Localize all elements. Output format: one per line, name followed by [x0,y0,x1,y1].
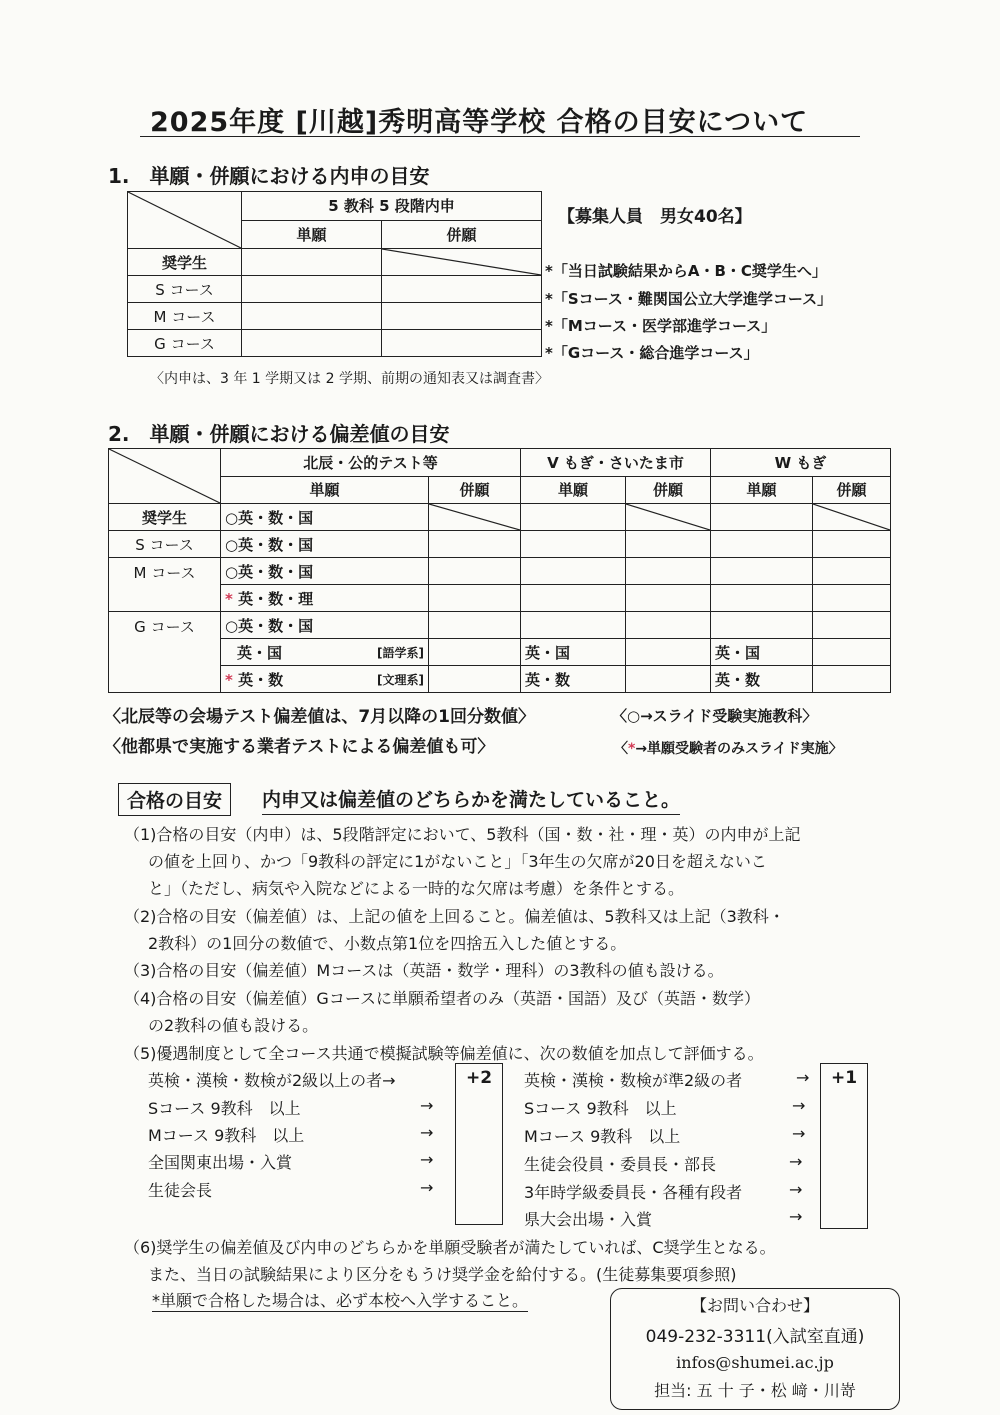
cell-empty [429,585,521,612]
star-mark: * [225,589,233,608]
warning-text: *単願で合格した場合は、必ず本校へ入学すること。 [152,1288,528,1312]
subject-text: 英・国 [237,643,283,662]
pass-item-line: （1)合格の目安（内申）は、5段階評定において、5教科（国・数・社・理・英）の内申が上記 [124,825,801,844]
subject-text: 英・数・国 [238,508,314,527]
pass-item-line: （5)優遇制度として全コース共通で模擬試験等偏差値に、次の数値を加点して評価する。 [124,1044,764,1063]
course-note: *「当日試験結果からA・B・C奨学生へ」 [545,262,827,280]
row-label: S コース [128,276,242,303]
naishin-note: 〈内申は、3 年 1 学期又は 2 学期、前期の通知表又は調査書〉 [150,371,549,387]
subject-cell: 英・数 [521,666,626,693]
star-mark: * [628,741,636,757]
cell-empty [242,249,382,276]
col-tangan: 単願 [521,476,626,504]
row-label: M コース [128,303,242,330]
cell-diagonal [382,249,542,276]
star-mark: * [225,670,233,689]
contact-box [610,1288,900,1410]
subject-cell [221,585,429,612]
row-label: S コース [109,531,221,558]
pass-item-line: と」（ただし、病気や入院などによる一時的な欠席は考慮）を条件とする。 [148,879,685,898]
cell-empty [626,531,711,558]
bonus-right-item: 3年時学級委員長・各種有段者 [524,1183,743,1202]
arrow: → [789,1180,803,1199]
row-label: G コース [128,330,242,357]
subject-cell: 英・国 [521,639,626,666]
cell-empty [382,276,542,303]
title-underline [140,136,860,137]
arrow: → [796,1068,810,1087]
arrow: → [792,1124,806,1143]
cell-diagonal [813,504,891,531]
page-title: 2025年度 [川越]秀明高等学校 合格の目安について [150,107,809,138]
subject-text: 英・数・国 [238,535,314,554]
cell-empty [242,276,382,303]
cell-empty [382,330,542,357]
group-wmogi: W もぎ [711,449,891,477]
cell-empty [813,531,891,558]
hensachi-note2b [614,738,843,758]
cell-empty [711,531,813,558]
row-label: M コース [109,558,221,612]
bonus-right-item: 生徒会役員・委員長・部長 [524,1155,717,1174]
naishin-header: 5 教科 5 段階内申 [242,192,542,221]
cell-empty [242,330,382,357]
subject-text: 英・数・国 [238,562,314,581]
bonus-right-item: 県大会出場・入賞 [524,1210,653,1229]
arrow: → [420,1096,434,1115]
cell-empty [429,639,521,666]
subject-text: 英・数 [238,670,284,689]
row-label: G コース [109,612,221,693]
bonus-right-item: Mコース 9教科 以上 [524,1127,681,1146]
section2-heading: 2. 単願・併願における偏差値の目安 [108,422,450,446]
bracket: 〈 [614,741,628,757]
row-label: 奨学生 [128,249,242,276]
cell-empty [813,585,891,612]
pass-item-line: （4)合格の目安（偏差値）Gコースに単願希望者のみ（英語・国語）及び（英語・数学） [124,989,761,1008]
cell-empty [711,612,813,639]
col-heigan: 併願 [429,476,521,504]
bonus-left-item: 生徒会長 [148,1181,213,1200]
col-tangan: 単願 [242,220,382,249]
course-note: *「Gコース・総合進学コース」 [545,344,759,362]
bonus-left-item: Mコース 9教科 以上 [148,1126,305,1145]
cell-empty [813,639,891,666]
section1-heading: 1. 単願・併願における内申の目安 [108,164,430,188]
bonus-left-item: Sコース 9教科 以上 [148,1099,301,1118]
hensachi-note1: 〈北辰等の会場テスト偏差値は、7月以降の1回分数値〉 [104,707,535,727]
bonus-left-item: 英検・漢検・数検が2級以上の者→ [148,1071,396,1090]
circle-mark: ○ [225,562,239,581]
cell-empty [626,585,711,612]
subject-cell [221,612,429,639]
circle-mark: ○ [225,616,239,635]
pass-item-line: （3)合格の目安（偏差値）Mコースは（英語・数学・理科）の3教科の値も設ける。 [124,961,724,980]
diagonal-header-cell [128,192,242,249]
cell-empty [711,558,813,585]
pass-item-line: の値を上回り、かつ「9教科の評定に1がないこと」「3年生の欠席が20日を超えないこ [148,852,767,871]
hensachi-table [108,448,891,693]
contact-email[interactable]: infos@shumei.ac.jp [676,1353,834,1372]
contact-phone: 049-232-3311(入試室直通) [645,1327,865,1347]
recruit-count: 【募集人員 男女40名】 [558,207,752,227]
arrow: → [792,1096,806,1115]
arrow: → [420,1123,434,1142]
cell-empty [429,531,521,558]
bonus-value: +2 [465,1068,493,1088]
group-vmogi: V もぎ・さいたま市 [521,449,711,477]
subject-cell [221,666,429,693]
pass-item-line: の2教科の値も設ける。 [148,1016,319,1035]
cell-empty [382,303,542,330]
col-heigan: 併願 [382,220,542,249]
group-hokushin: 北辰・公的テスト等 [221,449,521,477]
cell-empty [521,585,626,612]
bonus-left-box [455,1063,503,1225]
course-note: *「Mコース・医学部進学コース」 [545,317,777,335]
cell-empty [242,303,382,330]
cell-diagonal [626,504,711,531]
bonus-left-item: 全国関東出場・入賞 [148,1153,293,1172]
col-tangan: 単願 [221,476,429,504]
cell-empty [521,531,626,558]
circle-mark: ○ [225,508,239,527]
subject-cell [221,639,429,666]
cell-empty [429,666,521,693]
subject-tag: [文理系] [377,672,424,687]
subject-text: 英・数・理 [238,589,314,608]
cell-empty [626,639,711,666]
cell-empty [626,558,711,585]
subject-cell [221,504,429,531]
subject-cell: 英・数 [711,666,813,693]
course-note: *「Sコース・難関国公立大学進学コース」 [545,290,833,308]
pass-item-line: また、当日の試験結果により区分をもうけ奨学金を給付する。(生徒募集要項参照) [148,1265,737,1284]
cell-empty [626,612,711,639]
subject-cell [221,558,429,585]
cell-empty [521,504,626,531]
cell-empty [626,666,711,693]
pass-item-line: （6)奨学生の偏差値及び内申のどちらかを単願受験者が満たしていれば、C奨学生となる。 [124,1238,776,1257]
col-heigan: 併願 [626,476,711,504]
cell-empty [521,612,626,639]
note-text: →単願受験者のみスライド実施〉 [635,741,843,757]
subject-text: 英・数・国 [238,616,314,635]
subject-cell: 英・国 [711,639,813,666]
cell-empty [429,558,521,585]
arrow: → [420,1178,434,1197]
pass-criteria-text: 内申又は偏差値のどちらかを満たしていること。 [262,785,680,815]
arrow: → [789,1152,803,1171]
hensachi-note1b: 〈○→スライド受験実施教科〉 [612,707,818,725]
arrow: → [420,1150,434,1169]
cell-empty [813,612,891,639]
contact-staff: 担当: 五 十 子・松 﨑・川嵜 [654,1381,856,1400]
cell-empty [521,558,626,585]
col-heigan: 併願 [813,476,891,504]
cell-diagonal [429,504,521,531]
diagonal-header-cell [109,449,221,504]
bonus-right-box [820,1063,868,1229]
cell-empty [813,558,891,585]
pass-item-line: 2教科）の1回分の数値で、小数点第1位を四捨五入した値とする。 [148,934,627,953]
bonus-value: +1 [830,1068,858,1088]
circle-mark: ○ [225,535,239,554]
bonus-right-item: Sコース 9教科 以上 [524,1099,677,1118]
arrow: → [789,1207,803,1226]
pass-item-line: （2)合格の目安（偏差値）は、上記の値を上回ること。偏差値は、5教科又は上記（3教科・ [124,907,785,926]
subject-cell [221,531,429,558]
hensachi-note2: 〈他都県で実施する業者テストによる偏差値も可〉 [104,737,495,757]
contact-title: 【お問い合わせ】 [690,1296,819,1315]
subject-tag: [語学系] [377,645,424,660]
col-tangan: 単願 [711,476,813,504]
bonus-right-item: 英検・漢検・数検が準2級の者 [524,1071,743,1090]
pass-label: 合格の目安 [118,783,231,816]
row-label: 奨学生 [109,504,221,531]
cell-empty [813,666,891,693]
naishin-table [127,191,542,357]
cell-empty [429,612,521,639]
cell-empty [711,585,813,612]
cell-empty [711,504,813,531]
